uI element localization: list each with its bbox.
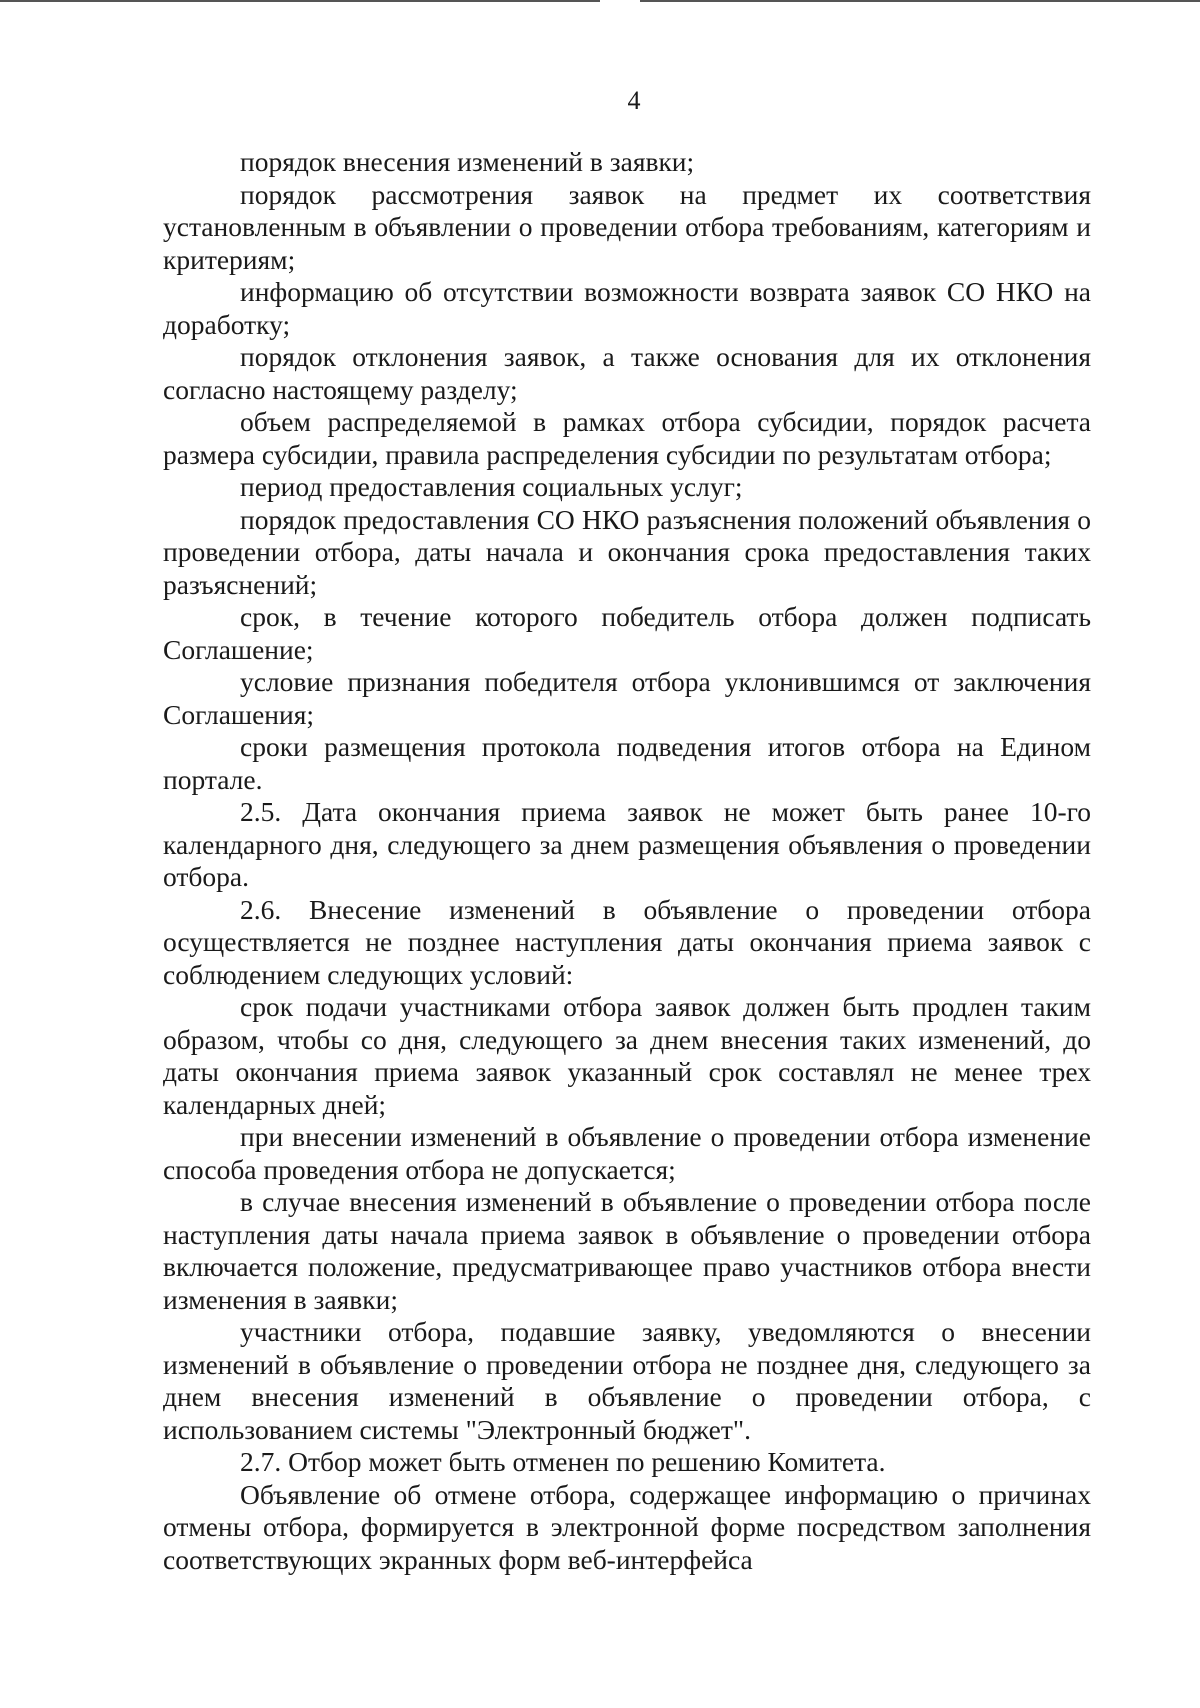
scan-top-border-gap	[600, 0, 640, 3]
paragraph: срок, в течение которого победитель отбора должен подписать Соглашение;	[163, 601, 1091, 665]
paragraph: порядок отклонения заявок, а также основания для их отклонения согласно настоящему разделу;	[163, 341, 1091, 405]
page-number: 4	[627, 86, 641, 115]
paragraph: срок подачи участниками отбора заявок должен быть продлен таким образом, чтобы со дня, следующего за днем внесения таких изменений, до даты окончания приема заявок указанный срок составлял не менее трех календарных дней;	[163, 991, 1091, 1120]
paragraph: условие признания победителя отбора уклонившимся от заключения Соглашения;	[163, 666, 1091, 730]
paragraph: порядок предоставления СО НКО разъяснения положений объявления о проведении отбора, даты начала и окончания срока предоставления таких разъяснений;	[163, 503, 1091, 600]
paragraph: при внесении изменений в объявление о проведении отбора изменение способа проведения отбора не допускается;	[163, 1121, 1091, 1185]
paragraph: порядок рассмотрения заявок на предмет их соответствия установленным в объявлении о проведении отбора требованиям, категориям и критериям;	[163, 178, 1091, 275]
paragraph: 2.7. Отбор может быть отменен по решению Комитета.	[240, 1446, 886, 1477]
paragraph: информацию об отсутствии возможности возврата заявок СО НКО на доработку;	[163, 276, 1091, 340]
paragraph: 2.6. Внесение изменений в объявление о проведении отбора осуществляется не позднее наступления даты окончания приема заявок с соблюдением следующих условий:	[163, 893, 1091, 990]
paragraph: 2.5. Дата окончания приема заявок не может быть ранее 10-го календарного дня, следующего за днем размещения объявления о проведении отбора.	[163, 796, 1091, 892]
paragraph: сроки размещения протокола подведения итогов отбора на Едином портале.	[163, 731, 1091, 795]
paragraph: период предоставления социальных услуг;	[240, 471, 743, 502]
paragraph: участники отбора, подавшие заявку, уведомляются о внесении изменений в объявление о проведении отбора не позднее дня, следующего за днем внесения изменений в объявление о проведении отбора, с использованием системы "Электронный бюджет".	[163, 1316, 1091, 1445]
paragraph: объем распределяемой в рамках отбора субсидии, порядок расчета размера субсидии, правила распределения субсидии по результатам отбора;	[163, 406, 1091, 470]
paragraph: порядок внесения изменений в заявки;	[240, 146, 695, 177]
document-body	[163, 146, 1091, 1576]
paragraph: в случае внесения изменений в объявление о проведении отбора после наступления даты начала приема заявок в объявление о проведении отбора включается положение, предусматривающее право участников отбора внести изменения в заявки;	[163, 1186, 1091, 1315]
paragraph: Объявление об отмене отбора, содержащее информацию о причинах отмены отбора, формируется в электронной форме посредством заполнения соответствующих экранных форм веб-интерфейса	[163, 1478, 1091, 1575]
